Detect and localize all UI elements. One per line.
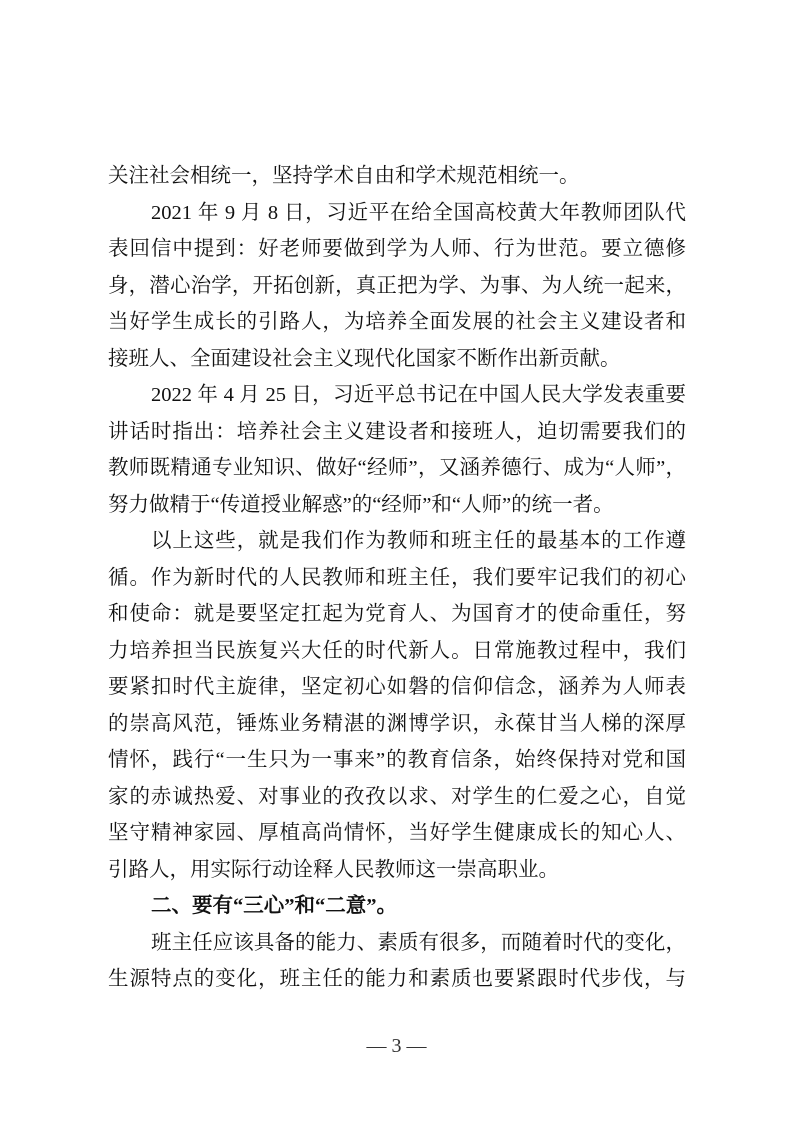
text-line: 力培养担当民族复兴大任的时代新人。日常施教过程中，我们 [108,639,686,662]
document-body [108,158,686,998]
text-line: 情怀，践行“一生只为一事来”的教育信条，始终保持对党和国 [108,749,686,771]
text-line: 坚守精神家园、厚植高尚情怀，当好学生健康成长的知心人、 [108,822,686,844]
text-line: 以上这些，就是我们作为教师和班主任的最基本的工作遵 [151,530,686,552]
text-line: 当好学生成长的引路人，为培养全面发展的社会主义建设者和 [108,311,686,333]
text-line: 关注社会相统一，坚持学术自由和学术规范相统一。 [108,165,580,187]
text-line: 家的赤诚热爱、对事业的孜孜以求、对学生的仁爱之心，自觉 [108,785,686,808]
page-number: — 3 — [366,1035,427,1057]
text-line: 教师既精通专业知识、做好“经师”，又涵养德行、成为“人师”， [108,457,686,479]
text-line: 和使命：就是要坚定扛起为党育人、为国育才的使命重任，努 [108,603,686,625]
text-line: 2021 年 9 月 8 日，习近平在给全国高校黄大年教师团队代 [151,201,686,224]
text-line: 的崇高风范，锤炼业务精湛的渊博学识，永葆甘当人梯的深厚 [108,712,686,735]
text-line: 接班人、全面建设社会主义现代化国家不断作出新贡献。 [108,347,621,370]
text-line: 身，潜心治学，开拓创新，真正把为学、为事、为人统一起来， [108,274,686,297]
text-line: 生源特点的变化，班主任的能力和素质也要紧跟时代步伐，与 [108,968,686,990]
text-line: 讲话时指出：培养社会主义建设者和接班人，迫切需要我们的 [108,420,686,443]
text-line: 循。作为新时代的人民教师和班主任，我们要牢记我们的初心 [108,566,686,589]
text-line: 表回信中提到：好老师要做到学为人师、行为世范。要立德修 [108,238,686,260]
text-line: 要紧扣时代主旋律，坚定初心如磐的信仰信念，涵养为人师表 [108,676,686,698]
section-heading: 二、要有“三心”和“二意”。 [151,895,397,917]
text-line: 努力做精于“传道授业解惑”的“经师”和“人师”的统一者。 [108,493,614,516]
text-line: 2022 年 4 月 25 日，习近平总书记在中国人民大学发表重要 [151,384,686,406]
text-line: 引路人，用实际行动诠释人民教师这一崇高职业。 [108,858,559,881]
text-line: 班主任应该具备的能力、素质有很多，而随着时代的变化， [151,931,686,954]
